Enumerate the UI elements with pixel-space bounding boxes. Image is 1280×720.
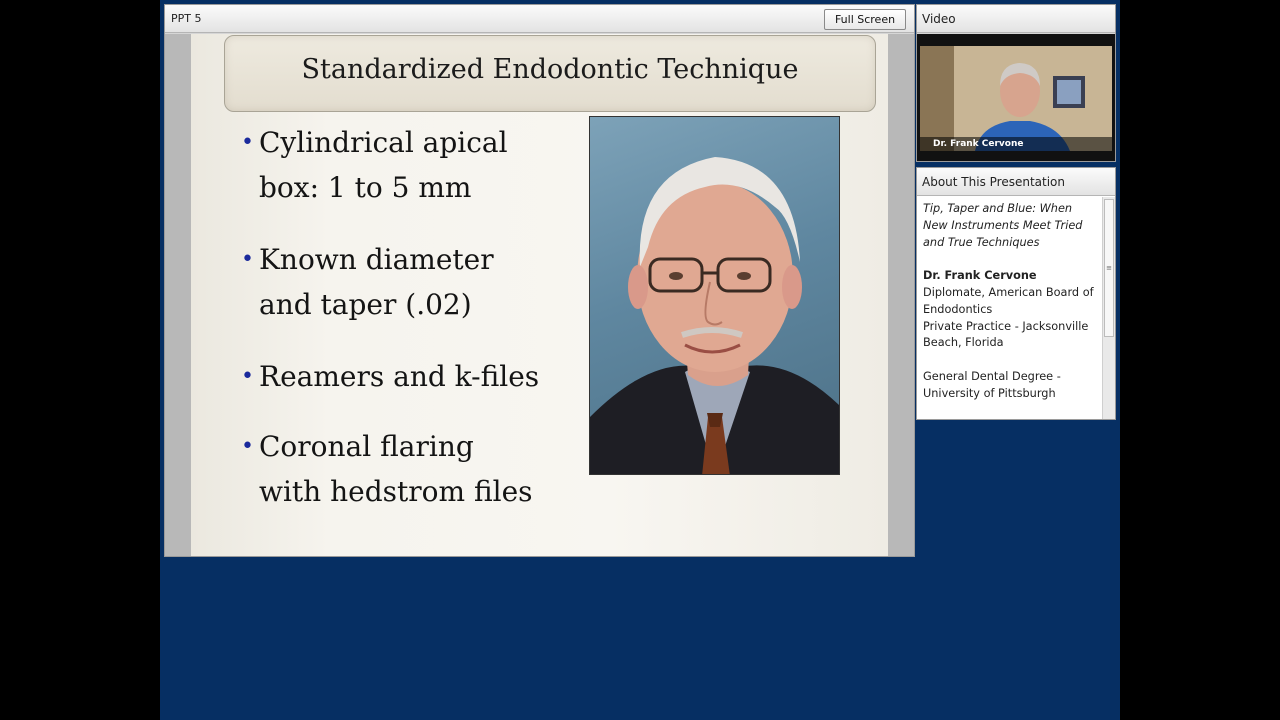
about-scrollbar[interactable] — [1102, 197, 1115, 419]
slide-viewport — [165, 34, 914, 556]
bullet-dot-icon: • — [241, 364, 254, 389]
video-pod — [916, 4, 1116, 162]
video-pod-header — [917, 5, 1115, 33]
presentation-pod-title: PPT 5 — [171, 12, 202, 25]
about-pod-title: About This Presentation — [922, 175, 1065, 189]
slide-bullet — [241, 354, 561, 399]
portrait-illustration — [590, 117, 840, 475]
bullet-line: Coronal flaring — [259, 430, 474, 463]
speaker-credential: Diplomate, American Board of Endodontics — [923, 285, 1094, 316]
scrollbar-thumb[interactable] — [1104, 199, 1114, 337]
slide — [191, 34, 888, 556]
bullet-dot-icon: • — [241, 130, 254, 155]
bullet-dot-icon: • — [241, 434, 254, 459]
bullet-dot-icon: • — [241, 247, 254, 272]
slide-title: Standardized Endodontic Technique — [301, 54, 799, 85]
slide-bullet — [241, 237, 561, 327]
bullet-line: and taper (.02) — [259, 288, 472, 321]
about-pod-header — [917, 168, 1115, 196]
bullet-line: Known diameter — [259, 243, 494, 276]
speaker-credential: General Dental Degree - University of Pittsburgh — [923, 369, 1061, 400]
bullet-line: with hedstrom files — [259, 475, 533, 508]
webcam-illustration — [920, 46, 1112, 151]
slide-title-banner — [224, 35, 876, 112]
presentation-pod — [164, 4, 915, 557]
grip-icon: ≡ — [1106, 264, 1112, 272]
presenter-name-label: Dr. Frank Cervone — [920, 137, 1112, 151]
about-text — [917, 197, 1103, 419]
slide-bullet — [241, 424, 561, 514]
webcam-feed — [920, 46, 1112, 151]
full-screen-button[interactable]: Full Screen — [824, 9, 906, 30]
speaker-name: Dr. Frank Cervone — [923, 269, 1037, 283]
about-presentation-pod — [916, 167, 1116, 420]
bullet-line: Reamers and k-files — [259, 360, 540, 393]
portrait-photo — [589, 116, 840, 475]
speaker-credential: Private Practice - Jacksonville Beach, Florida — [923, 319, 1089, 350]
bullet-line: box: 1 to 5 mm — [259, 171, 472, 204]
talk-title: Tip, Taper and Blue: When New Instruments Meet Tried and True Techniques — [923, 202, 1083, 249]
presentation-pod-header — [165, 5, 914, 33]
meeting-stage — [160, 0, 1120, 720]
bullet-line: Cylindrical apical — [259, 126, 508, 159]
slide-bullet — [241, 120, 561, 210]
video-area — [917, 34, 1115, 161]
video-pod-title: Video — [922, 12, 956, 26]
